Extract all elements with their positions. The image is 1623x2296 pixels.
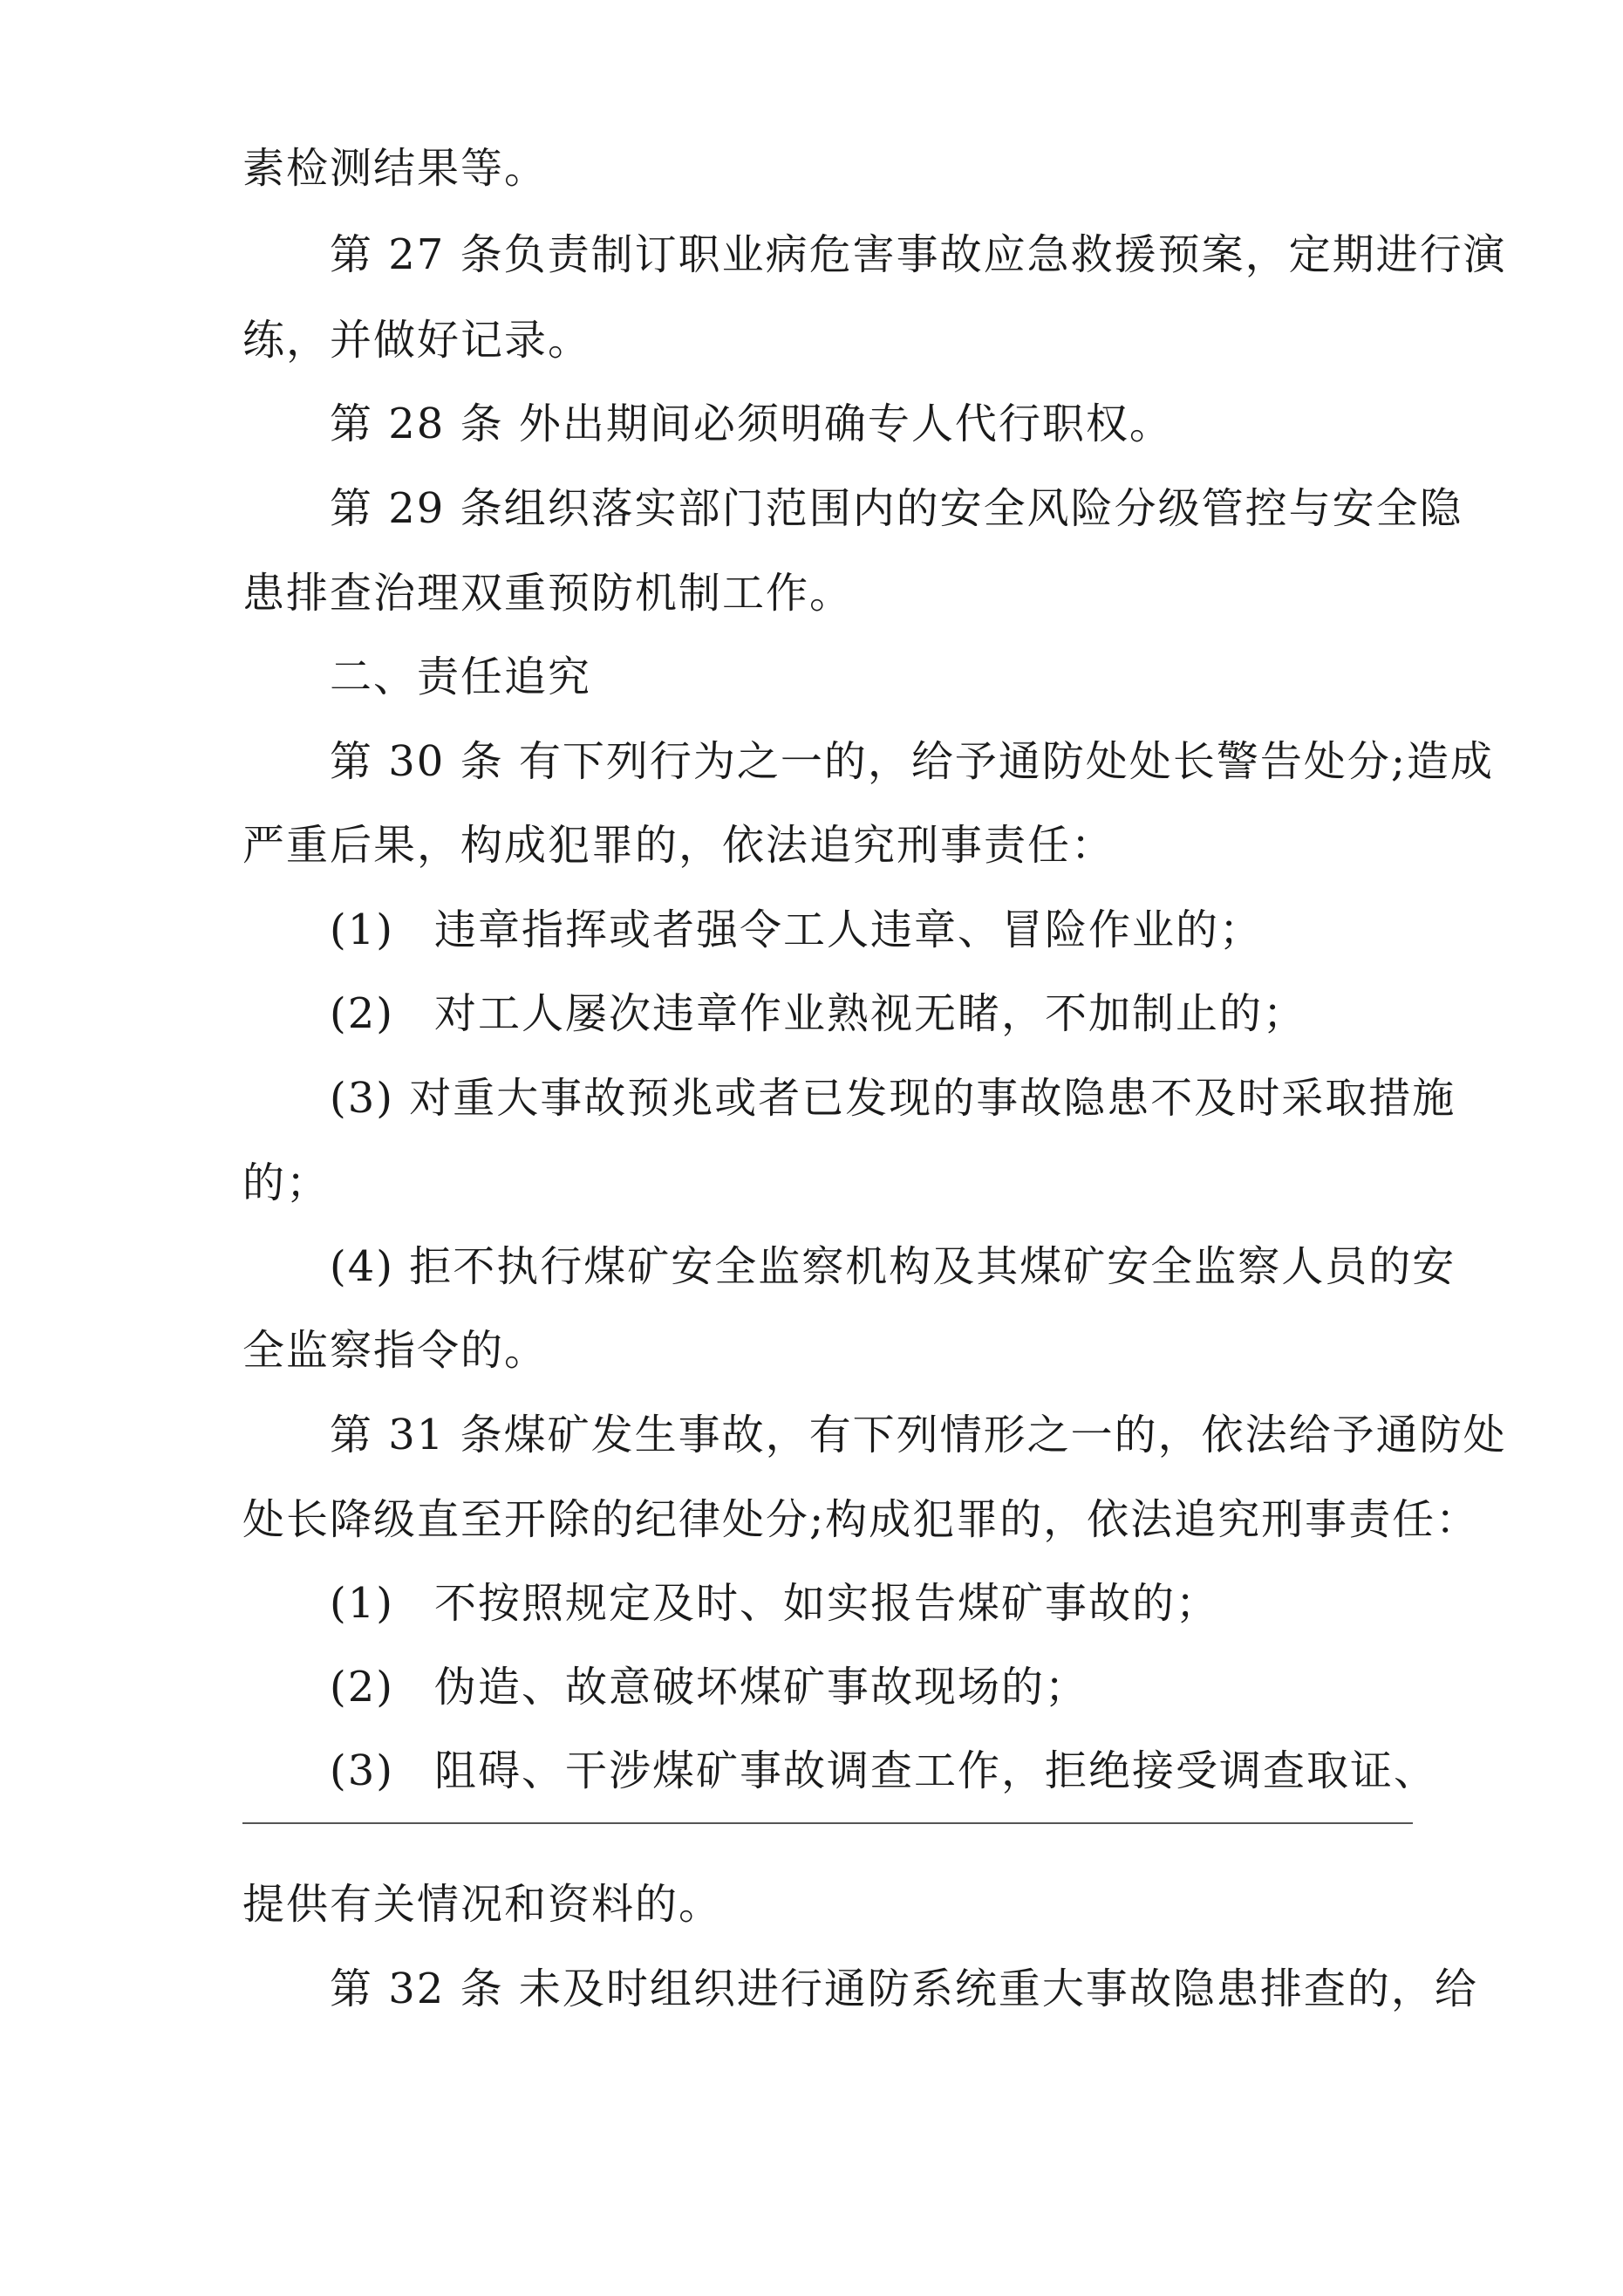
list-item-4-line-2: 全监察指令的。 — [242, 1326, 549, 1375]
article-29-line-1: 第 29 条组织落实部门范围内的安全风险分级管控与安全隐 — [330, 484, 1463, 533]
list-item-text: 不按照规定及时、如实报告煤矿事故的； — [434, 1579, 1220, 1628]
article-30-line-1: 第 30 条 有下列行为之一的，给予通防处处长警告处分;造成 — [330, 737, 1495, 786]
section-heading-liability: 二、责任追究 — [330, 653, 592, 701]
list-item-number: (2) — [330, 1663, 394, 1712]
article-32-line-1: 第 32 条 未及时组织进行通防系统重大事故隐患排查的，给 — [330, 1965, 1478, 2013]
article-31-line-2: 处长降级直至开除的纪律处分;构成犯罪的，依法追究刑事责任： — [242, 1495, 1480, 1544]
list-item-number: (3) — [330, 1746, 394, 1795]
list-item-number: (1) — [330, 905, 394, 954]
continuation-line: 提供有关情况和资料的。 — [242, 1880, 723, 1929]
list-item-text: 对工人屡次违章作业熟视无睹，不加制止的； — [434, 989, 1307, 1038]
list-item — [330, 1577, 1219, 1630]
page-break-divider — [242, 1822, 1413, 1824]
list-item — [330, 987, 1306, 1040]
list-item-text: 伪造、故意破坏煤矿事故现场的； — [434, 1663, 1089, 1712]
list-item-3-line-2: 的； — [242, 1158, 331, 1207]
list-item-4-line-1: (4) 拒不执行煤矿安全监察机构及其煤矿安全监察人员的安 — [330, 1242, 1456, 1291]
list-item — [330, 1745, 1437, 1797]
list-item-number: (1) — [330, 1579, 394, 1628]
list-item-text: 违章指挥或者强令工人违章、冒险作业的； — [434, 905, 1264, 954]
paragraph-line: 素检测结果等。 — [242, 144, 549, 193]
article-28: 第 28 条 外出期间必须明确专人代行职权。 — [330, 400, 1173, 448]
list-item-text: 阻碍、干涉煤矿事故调查工作，拒绝接受调查取证、 — [434, 1746, 1438, 1795]
list-item — [330, 904, 1263, 956]
list-item-3-line-1: (3) 对重大事故预兆或者已发现的事故隐患不及时采取措施 — [330, 1074, 1456, 1123]
article-31-line-1: 第 31 条煤矿发生事故，有下列情形之一的，依法给予通防处 — [330, 1411, 1507, 1459]
list-item — [330, 1661, 1088, 1713]
article-27-line-2: 练，并做好记录。 — [242, 316, 592, 365]
article-30-line-2: 严重后果，构成犯罪的，依法追究刑事责任： — [242, 821, 1115, 870]
list-item-number: (2) — [330, 989, 394, 1038]
article-29-line-2: 患排查治理双重预防机制工作。 — [242, 569, 854, 618]
article-27-line-1: 第 27 条负责制订职业病危害事故应急救援预案，定期进行演 — [330, 230, 1507, 279]
